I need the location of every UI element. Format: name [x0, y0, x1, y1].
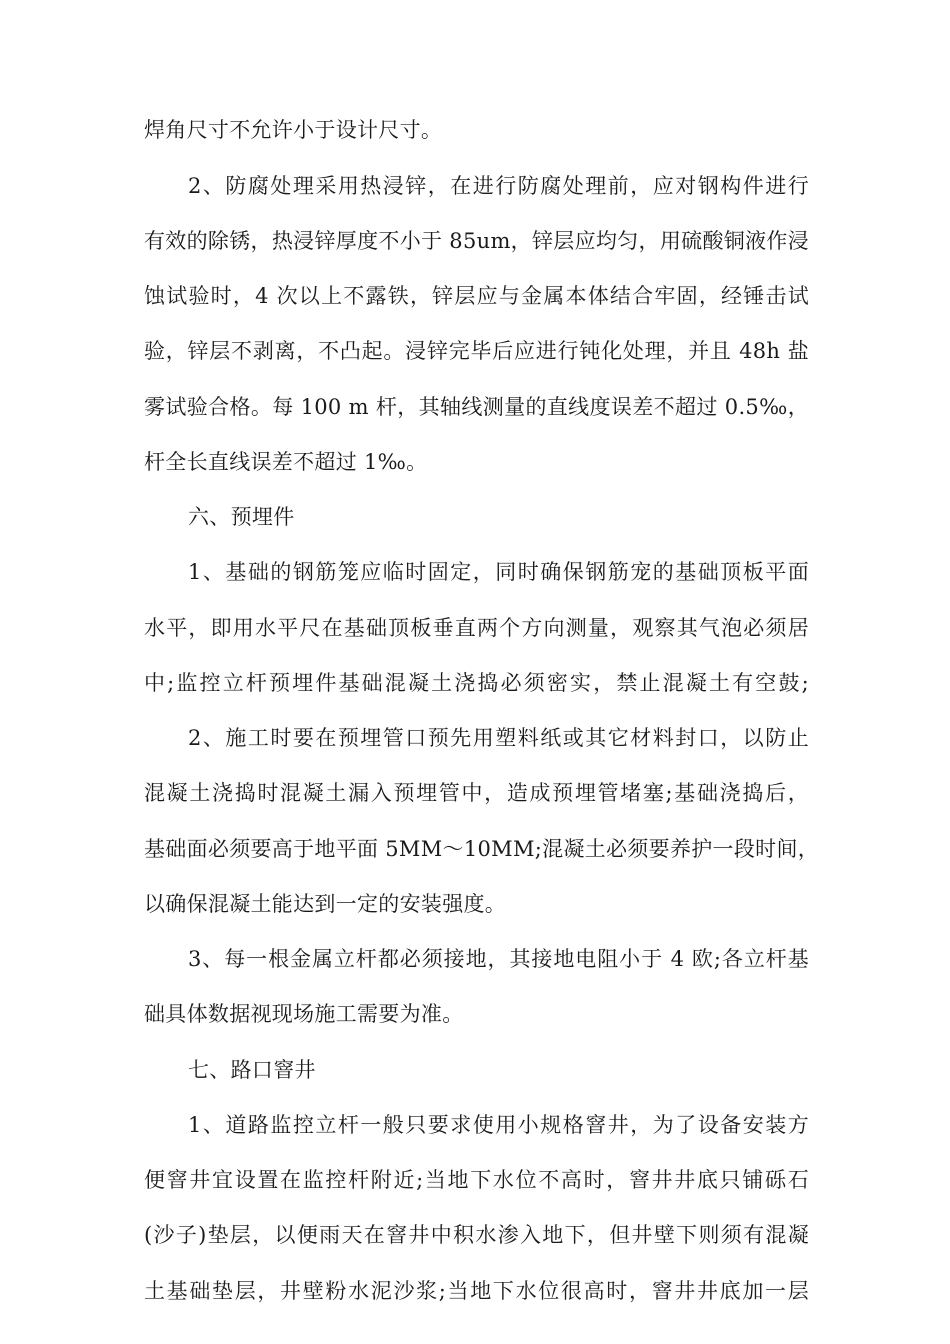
- text-line: 验，锌层不剥离，不凸起。浸锌完毕后应进行钝化处理，并且 48h 盐: [144, 339, 809, 363]
- text-line: (沙子)垫层，以便雨天在窨井中积水渗入地下，但井壁下则须有混凝: [144, 1223, 809, 1247]
- text-line: 便窨井宜设置在监控杆附近;当地下水位不高时，窨井井底只铺砾石: [144, 1168, 809, 1192]
- text-line: 以确保混凝土能达到一定的安装强度。: [144, 892, 507, 916]
- text-line: 焊角尺寸不允许小于设计尺寸。: [144, 118, 443, 142]
- text-line: 础具体数据视现场施工需要为准。: [144, 1002, 464, 1026]
- text-line: 混凝土浇捣时混凝土漏入预埋管中，造成预埋管堵塞;基础浇捣后，: [144, 781, 809, 805]
- text-line: 2、防腐处理采用热浸锌，在进行防腐处理前，应对钢构件进行: [188, 174, 809, 198]
- text-line: 水平，即用水平尺在基础顶板垂直两个方向测量，观察其气泡必须居: [144, 616, 809, 640]
- text-line: 3、每一根金属立杆都必须接地，其接地电阻小于 4 欧;各立杆基: [188, 947, 809, 971]
- text-line: 土基础垫层，井壁粉水泥沙浆;当地下水位很高时，窨井井底加一层: [144, 1279, 809, 1303]
- text-line: 杆全长直线误差不超过 1‰。: [144, 450, 428, 474]
- text-line: 基础面必须要高于地平面 5MM～10MM;混凝土必须要养护一段时间，: [144, 837, 820, 861]
- text-line: 2、施工时要在预埋管口预先用塑料纸或其它材料封口，以防止: [188, 726, 809, 750]
- text-line: 有效的除锈，热浸锌厚度不小于 85um，锌层应均匀，用硫酸铜液作浸: [144, 229, 809, 253]
- text-line: 中;监控立杆预埋件基础混凝土浇捣必须密实，禁止混凝土有空鼓;: [144, 671, 809, 695]
- text-line: 雾试验合格。每 100 m 杆，其轴线测量的直线度误差不超过 0.5‰，: [144, 395, 809, 419]
- text-line: 1、道路监控立杆一般只要求使用小规格窨井，为了设备安装方: [188, 1113, 809, 1137]
- text-line: 1、基础的钢筋笼应临时固定，同时确保钢筋宠的基础顶板平面: [188, 560, 809, 584]
- section-heading: 六、预埋件: [188, 505, 295, 529]
- text-line: 蚀试验时，4 次以上不露铁，锌层应与金属本体结合牢固，经锤击试: [144, 284, 809, 308]
- section-heading: 七、路口窨井: [188, 1058, 316, 1082]
